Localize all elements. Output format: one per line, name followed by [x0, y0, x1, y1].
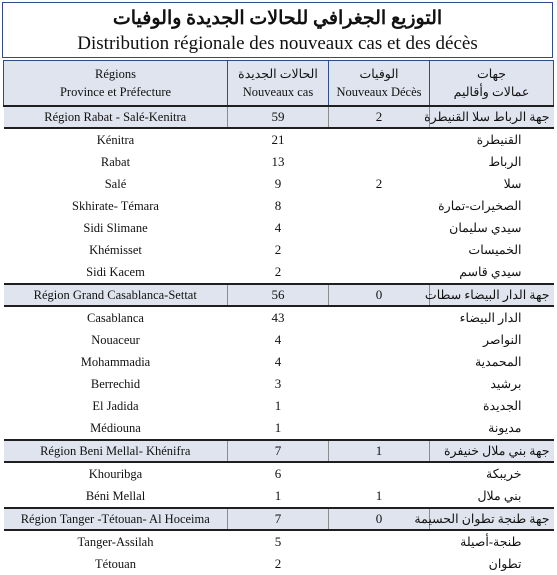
cell-new-cases: 59	[228, 106, 329, 128]
cell-name-arabic: خريبكة	[486, 467, 522, 481]
cell-name: El Jadida	[92, 398, 139, 413]
cell-name: Khouribga	[88, 466, 143, 481]
region-row	[4, 106, 554, 128]
cell-new-deaths: 0	[329, 284, 430, 306]
table-row	[4, 239, 554, 261]
cell-name: Skhirate- Témara	[72, 198, 159, 213]
table-header-row	[4, 61, 554, 107]
cell-name-arabic: القنيطرة	[476, 133, 522, 147]
cell-name-arabic: الصخيرات-تمارة	[438, 199, 522, 213]
cell-name: Mohammadia	[80, 354, 151, 369]
header-regions-line1: Régions	[95, 67, 136, 81]
cell-new-deaths: 2	[375, 176, 383, 191]
table-row	[4, 329, 554, 351]
cell-name: Béni Mellal	[85, 488, 146, 503]
cell-name-arabic: سيدي قاسم	[459, 265, 522, 279]
cell-name: Khémisset	[89, 242, 142, 257]
cell-name: Tétouan	[95, 556, 136, 571]
table-row	[4, 151, 554, 173]
cell-name: Kénitra	[96, 132, 135, 147]
region-row	[4, 440, 554, 462]
header-regions-ar-line1: جهات	[476, 67, 507, 81]
header-regions-ar-line2: عمالات وأقاليم	[453, 85, 530, 99]
cell-name: Région Tanger -Tétouan- Al Hoceima	[4, 508, 228, 530]
cell-new-deaths	[329, 395, 430, 417]
cell-new-cases: 1	[274, 488, 282, 503]
cell-new-deaths: 1	[329, 440, 430, 462]
cell-new-deaths	[329, 417, 430, 440]
table-row	[4, 462, 554, 485]
table-row	[4, 173, 554, 195]
cell-new-cases: 2	[274, 264, 282, 279]
header-new-deaths-ar: الوفيات	[359, 67, 399, 81]
cell-new-deaths	[329, 195, 430, 217]
cell-new-deaths	[329, 351, 430, 373]
cell-name-arabic: جهة الدار البيضاء سطات	[430, 284, 554, 306]
title-french: Distribution régionale des nouveaux cas et des décès	[77, 33, 478, 54]
cell-name-arabic: تطوان	[488, 557, 522, 571]
header-regions	[4, 61, 228, 107]
header-new-deaths-fr: Nouveaux Décès	[336, 85, 422, 99]
cell-name-arabic: سيدي سليمان	[449, 221, 522, 235]
cell-name: Tanger-Assilah	[77, 534, 154, 549]
cell-new-cases: 56	[228, 284, 329, 306]
region-row	[4, 508, 554, 530]
cell-new-deaths	[329, 128, 430, 151]
cell-name-arabic: مديونة	[488, 421, 522, 435]
title-arabic: التوزيع الجغرافي للحالات الجديدة والوفيات	[112, 8, 443, 29]
cell-name-arabic: الدار البيضاء	[459, 311, 522, 325]
table-row	[4, 217, 554, 239]
cell-new-cases: 4	[274, 220, 282, 235]
cell-name: Rabat	[100, 154, 131, 169]
cell-new-cases: 43	[271, 310, 285, 325]
cell-name: Sidi Slimane	[83, 220, 148, 235]
table-row	[4, 417, 554, 440]
cell-name-arabic: جهة طنجة تطوان الحسيمة	[430, 508, 554, 530]
cell-name-arabic: سلا	[503, 177, 522, 191]
cell-name: Salé	[104, 176, 127, 191]
cell-name: Berrechid	[90, 376, 141, 391]
cell-name: Médiouna	[90, 420, 141, 435]
table-body	[4, 106, 554, 575]
cell-new-cases: 1	[274, 398, 282, 413]
table-row	[4, 128, 554, 151]
cell-new-cases: 9	[274, 176, 282, 191]
cell-new-cases: 21	[271, 132, 285, 147]
cell-new-deaths	[329, 530, 430, 553]
table-row	[4, 351, 554, 373]
cell-new-cases: 7	[228, 440, 329, 462]
cell-new-deaths	[329, 217, 430, 239]
cell-new-deaths: 0	[329, 508, 430, 530]
cell-name-arabic: الخميسات	[468, 243, 522, 257]
cell-new-cases: 2	[274, 556, 282, 571]
cell-new-deaths	[329, 553, 430, 575]
cell-new-deaths: 1	[375, 488, 383, 503]
cell-name: Sidi Kacem	[86, 264, 145, 279]
cell-name-arabic: جهة الرباط سلا القنيطرة	[430, 106, 554, 128]
cell-name: Région Beni Mellal- Khénifra	[4, 440, 228, 462]
table-row	[4, 306, 554, 329]
header-new-cases	[228, 61, 329, 107]
cell-name: Casablanca	[87, 310, 144, 325]
cell-name-arabic: المحمدية	[474, 355, 522, 369]
cell-new-deaths	[329, 373, 430, 395]
table-row	[4, 395, 554, 417]
cell-new-cases: 4	[274, 354, 282, 369]
cell-new-cases: 1	[274, 420, 282, 435]
header-new-cases-fr: Nouveaux cas	[242, 85, 314, 99]
cell-new-deaths	[329, 329, 430, 351]
cell-new-deaths	[329, 151, 430, 173]
cell-new-cases: 7	[228, 508, 329, 530]
cell-name: Région Grand Casablanca-Settat	[4, 284, 228, 306]
cell-name-arabic: جهة بني ملال خنيفرة	[430, 440, 554, 462]
table-row	[4, 553, 554, 575]
cell-name: Région Rabat - Salé-Kenitra	[4, 106, 228, 128]
cell-new-cases: 2	[274, 242, 282, 257]
header-regions-arabic	[430, 61, 554, 107]
cell-name-arabic: برشيد	[490, 377, 522, 391]
cell-name-arabic: النواصر	[483, 333, 522, 347]
region-row	[4, 284, 554, 306]
cell-new-cases: 5	[274, 534, 282, 549]
cell-new-deaths: 2	[329, 106, 430, 128]
cell-new-cases: 13	[271, 154, 285, 169]
cell-name-arabic: طنجة-أصيلة	[460, 535, 522, 549]
header-new-cases-ar: الحالات الجديدة	[238, 67, 318, 81]
distribution-table	[3, 60, 554, 575]
table-row	[4, 261, 554, 284]
cell-new-cases: 6	[274, 466, 282, 481]
cell-name-arabic: بني ملال	[477, 489, 522, 503]
cell-new-deaths	[329, 261, 430, 284]
cell-new-deaths	[329, 239, 430, 261]
table-row	[4, 373, 554, 395]
cell-new-cases: 8	[274, 198, 282, 213]
cell-new-deaths	[329, 306, 430, 329]
title-box	[2, 2, 553, 58]
table-row	[4, 485, 554, 508]
table-row	[4, 195, 554, 217]
header-new-deaths	[329, 61, 430, 107]
header-regions-line2: Province et Préfecture	[59, 85, 172, 99]
cell-name-arabic: الرباط	[488, 155, 522, 169]
cell-new-deaths	[329, 462, 430, 485]
cell-name: Nouaceur	[91, 332, 140, 347]
cell-name-arabic: الجديدة	[482, 399, 522, 413]
table-row	[4, 530, 554, 553]
cell-new-cases: 4	[274, 332, 282, 347]
cell-new-cases: 3	[274, 376, 282, 391]
